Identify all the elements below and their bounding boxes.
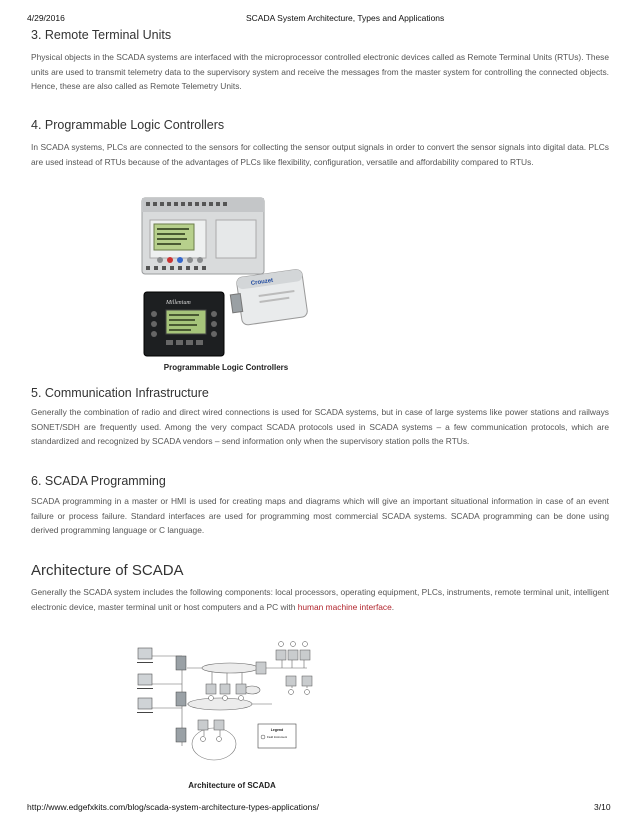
plc-paragraph-wrap: [31, 140, 609, 169]
comm-paragraph-wrap: [31, 405, 609, 449]
legend-title: Legend: [270, 728, 284, 732]
legend-instrument-icon: [261, 735, 265, 739]
arch-figure-caption: Architecture of SCADA: [188, 781, 276, 790]
arch-text-before: Generally the SCADA system includes the following components: local processors, operating equipment, PLCs, instruments, remote terminal unit, intelligent electronic device, master terminal unit or host computers and a PC with: [31, 587, 609, 612]
rtu-paragraph-wrap: [31, 50, 609, 94]
prog-paragraph-wrap: [31, 494, 609, 538]
page-header: [0, 13, 638, 25]
prog-paragraph: SCADA programming in a master or HMI is used for creating maps and diagrams which will give an important situational information in case of an event failure or process failure. Standard interfaces are used for programming most commercial SCADA systems. SCADA programming can be done using derived programming language or C language.: [31, 496, 609, 536]
legend-item: Field Instrument: [267, 735, 288, 739]
plc-brand-millenium: Millenium: [166, 300, 191, 306]
arch-heading: Architecture of SCADA: [31, 562, 184, 579]
plc-paragraph: In SCADA systems, PLCs are connected to the sensors for collecting the sensor output signals in order to convert the sensor signals into digital data. PLCs are used instead of RTUs because of the advantages of PLCs like flexibility, configuration, versatile and affordability compared to RTUs.: [31, 142, 609, 167]
footer-url: http://www.edgefxkits.com/blog/scada-system-architecture-types-applications/: [27, 802, 319, 812]
arch-heading-wrap: [31, 562, 609, 579]
comm-paragraph: Generally the combination of radio and direct wired connections is used for SCADA systems, but in case of large systems like power stations and railways SONET/SDH are frequently used. Among the very compact SCADA protocols used in SCADA systems – a few communication protocols, which are standardized and recognized by SCADA vendors – send information only when the supervisory station polls the RTUs.: [31, 407, 609, 447]
prog-heading-wrap: [31, 474, 609, 488]
plc-figure-caption: Programmable Logic Controllers: [163, 363, 289, 372]
plc-brand-crouzet: Crouzet: [250, 277, 274, 287]
footer-page-number: 3/10: [594, 802, 611, 812]
arch-paragraph: [31, 585, 609, 614]
header-date: 4/29/2016: [27, 13, 65, 23]
arch-text-after: .: [391, 601, 395, 612]
rtu-heading: 3. Remote Terminal Units: [31, 28, 172, 42]
article-content: [31, 28, 609, 42]
comm-heading-wrap: [31, 386, 609, 400]
plc-heading-wrap: [31, 118, 609, 132]
hmi-link[interactable]: human machine interface: [297, 601, 392, 612]
arch-paragraph-wrap: [31, 585, 609, 614]
plc-heading: 4. Programmable Logic Controllers: [31, 118, 225, 132]
comm-heading: 5. Communication Infrastructure: [31, 386, 209, 400]
rtu-paragraph: Physical objects in the SCADA systems are interfaced with the microprocessor controlled electronic devices called as Remote Terminal Units (RTUs). These units are used to transmit telemetry data to the supervisory system and receive the messages from the master system for controlling the connected objects. Hence, these are also called as Remote Telemetry Units.: [31, 52, 609, 92]
scada-architecture-diagram: [132, 636, 332, 776]
prog-heading: 6. SCADA Programming: [31, 474, 166, 488]
plc-image: [136, 194, 316, 359]
header-title: SCADA System Architecture, Types and Applications: [246, 13, 445, 23]
